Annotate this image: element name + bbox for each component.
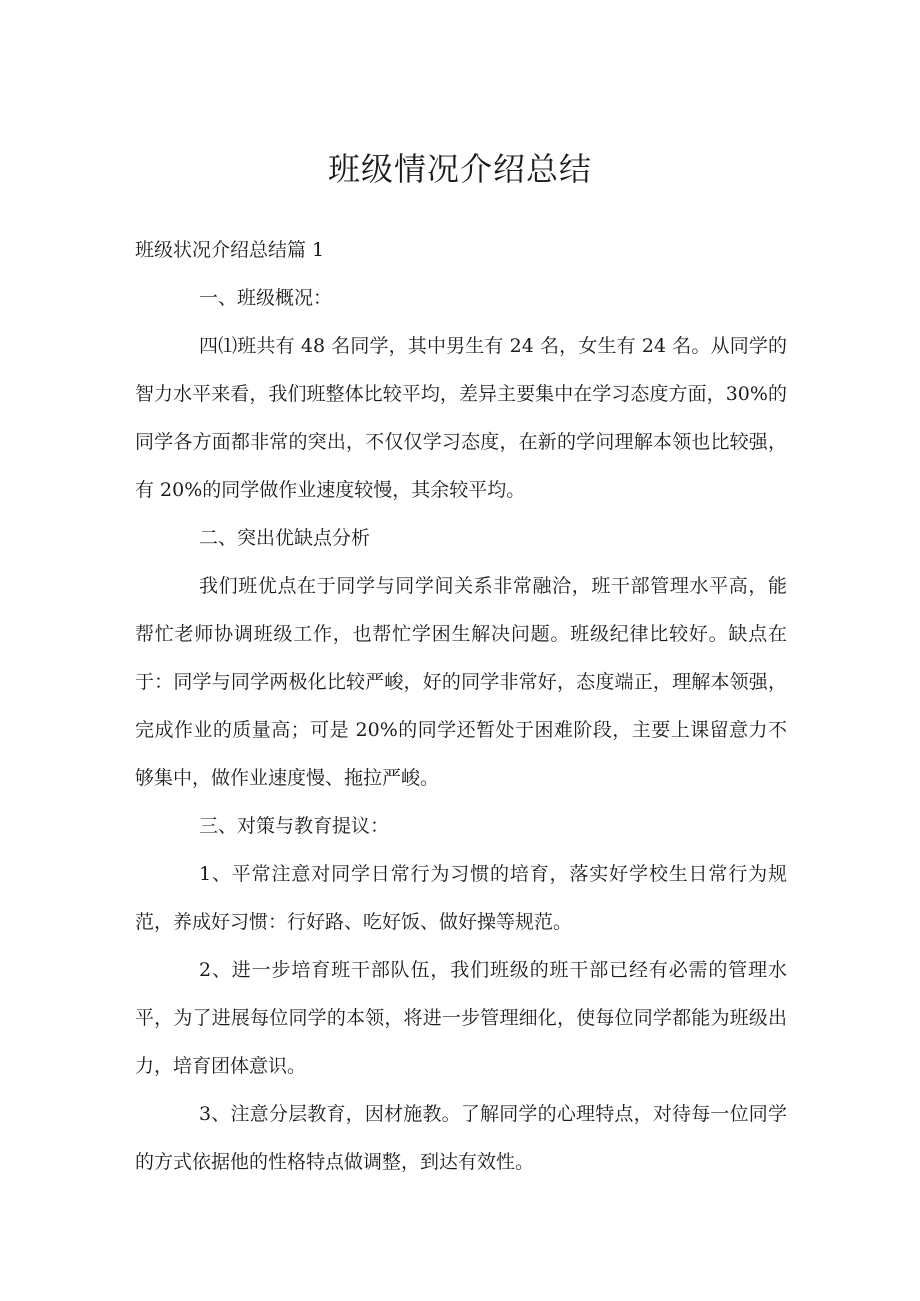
paragraph-strengths-weaknesses: 我们班优点在于同学与同学间关系非常融洽，班干部管理水平高，能帮忙老师协调班级工作，也帮忙学困生解决问题。班级纪律比较好。缺点在于：同学与同学两极化比较严峻，好的同学非常好，态度端正，理解本领强，完成作业的质量高；可是 20%的同学还暂处于困难阶段，主要上课留意力不够集中，做作业速度慢、拖拉严峻。	[135, 575, 787, 789]
heading-measures-suggestions: 三、对策与教育提议：	[199, 815, 390, 837]
paragraph-measure-3: 3、注意分层教育，因材施教。了解同学的心理特点，对待每一位同学的方式依据他的性格特点做调整，到达有效性。	[135, 1103, 787, 1173]
heading-class-overview: 一、班级概况：	[199, 287, 333, 309]
paragraph-measure-2: 2、进一步培育班干部队伍，我们班级的班干部已经有必需的管理水平，为了进展每位同学的本领，将进一步管理细化，使每位同学都能为班级出力，培育团体意识。	[135, 959, 787, 1077]
document-title: 班级情况介绍总结	[327, 150, 592, 188]
paragraph-class-overview: 四⑴班共有 48 名同学，其中男生有 24 名，女生有 24 名。从同学的智力水平来看，我们班整体比较平均，差异主要集中在学习态度方面，30%的同学各方面都非常的突出，不仅仅学习态度，在新的学问理解本领也比较强，有 20%的同学做作业速度较慢，其余较平均。	[135, 335, 787, 501]
heading-strengths-weaknesses: 二、突出优缺点分析	[199, 527, 371, 549]
paragraph-measure-1: 1、平常注意对同学日常行为习惯的培育，落实好学校生日常行为规范，养成好习惯：行好路、吃好饭、做好操等规范。	[135, 863, 787, 933]
document-body	[135, 226, 787, 1186]
section-subtitle: 班级状况介绍总结篇 1	[135, 239, 325, 261]
